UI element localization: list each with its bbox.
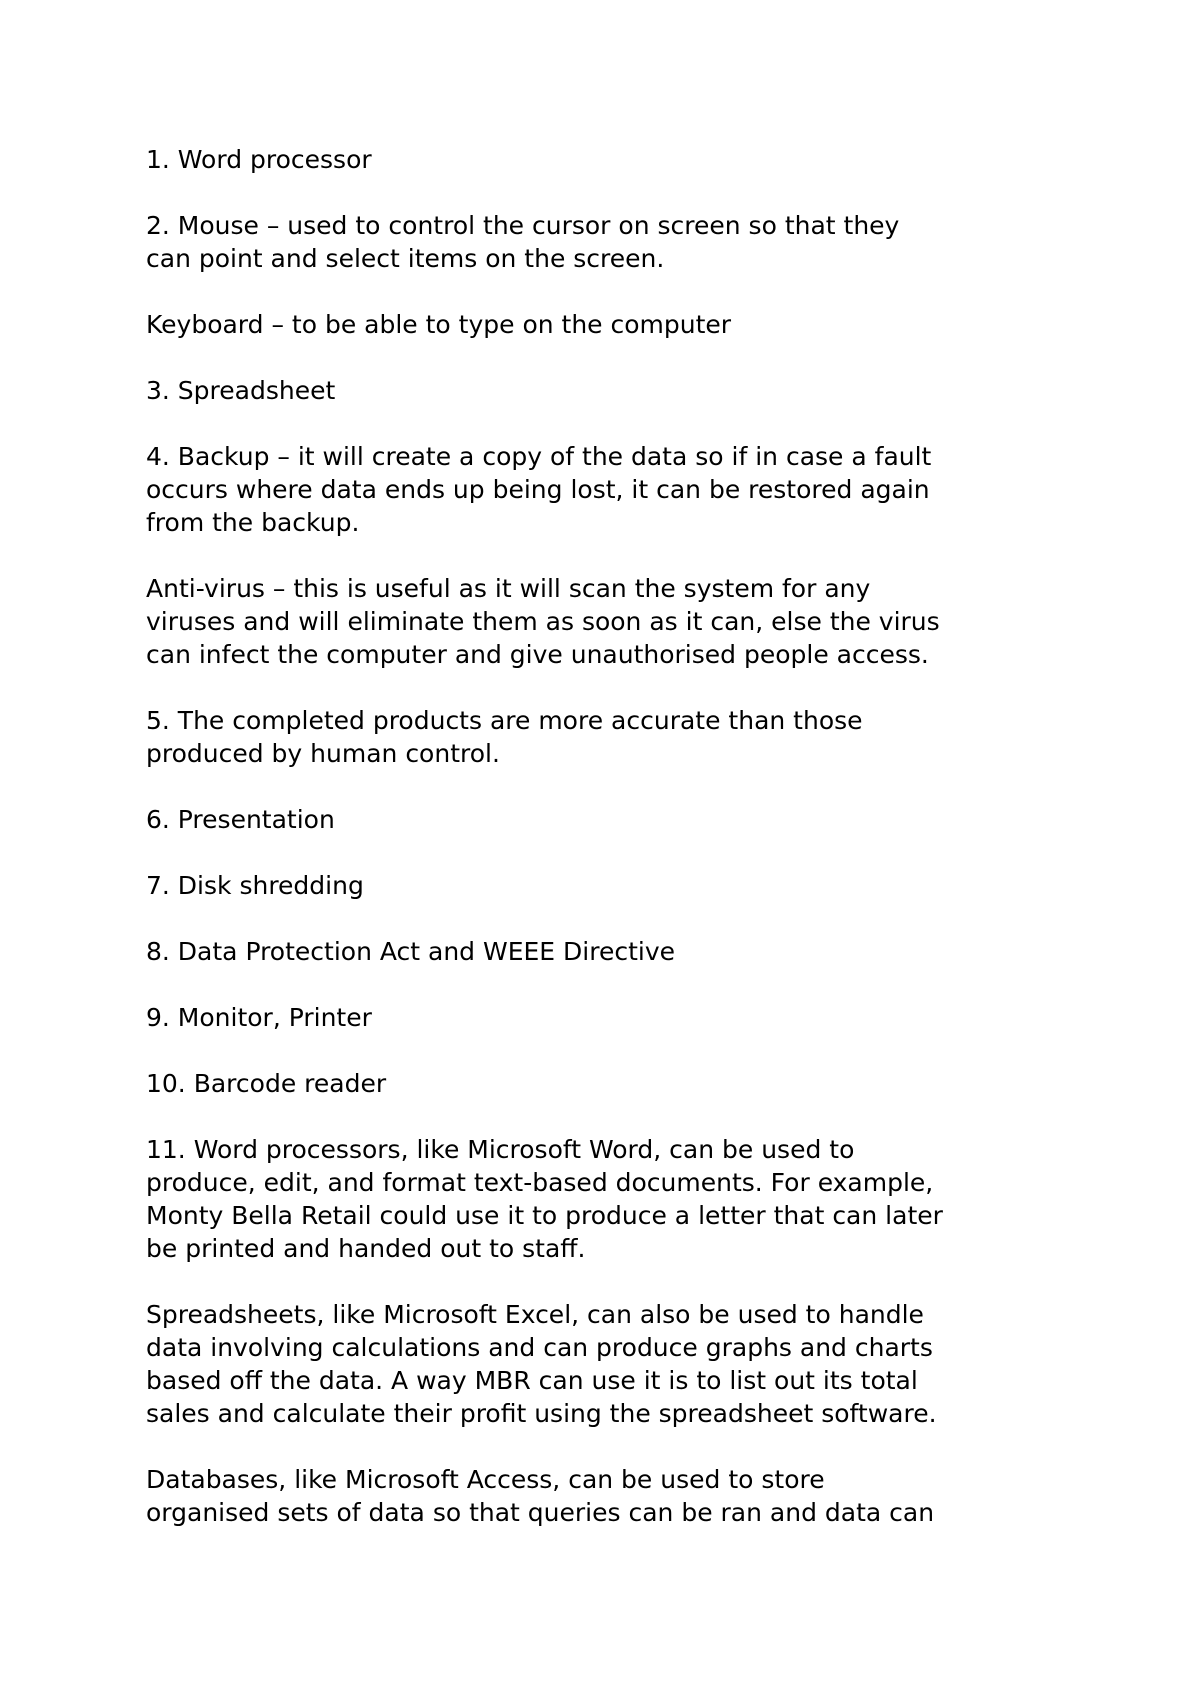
answer-11-spreadsheets: Spreadsheets, like Microsoft Excel, can also be used to handle data involving calculations and can produce graphs and charts based off the data. A way MBR can use it is to list out its total sales and calculate their profit using the spreadsheet software. bbox=[146, 1300, 937, 1428]
answer-2-keyboard: Keyboard – to be able to type on the computer bbox=[146, 310, 732, 339]
answer-11-word-processors: 11. Word processors, like Microsoft Word, can be used to produce, edit, and format text-based documents. For example, Monty Bella Retail could use it to produce a letter that can later be printed and handed out to staff. bbox=[146, 1135, 943, 1263]
document-body bbox=[146, 143, 1076, 1562]
answer-11-databases: Databases, like Microsoft Access, can be used to store organised sets of data so that queries can be ran and data can bbox=[146, 1465, 935, 1527]
answer-6: 6. Presentation bbox=[146, 805, 335, 834]
answer-10: 10. Barcode reader bbox=[146, 1069, 387, 1098]
answer-4-antivirus: Anti-virus – this is useful as it will scan the system for any viruses and will eliminate them as soon as it can, else the virus can infect the computer and give unauthorised people access. bbox=[146, 574, 940, 669]
answer-5: 5. The completed products are more accurate than those produced by human control. bbox=[146, 706, 863, 768]
answer-9: 9. Monitor, Printer bbox=[146, 1003, 372, 1032]
answer-7: 7. Disk shredding bbox=[146, 871, 364, 900]
answer-4-backup: 4. Backup – it will create a copy of the data so if in case a fault occurs where data ends up being lost, it can be restored again from the backup. bbox=[146, 442, 932, 537]
answer-1: 1. Word processor bbox=[146, 145, 372, 174]
answer-3: 3. Spreadsheet bbox=[146, 376, 336, 405]
answer-8: 8. Data Protection Act and WEEE Directive bbox=[146, 937, 676, 966]
answer-2-mouse: 2. Mouse – used to control the cursor on screen so that they can point and select items on the screen. bbox=[146, 211, 900, 273]
